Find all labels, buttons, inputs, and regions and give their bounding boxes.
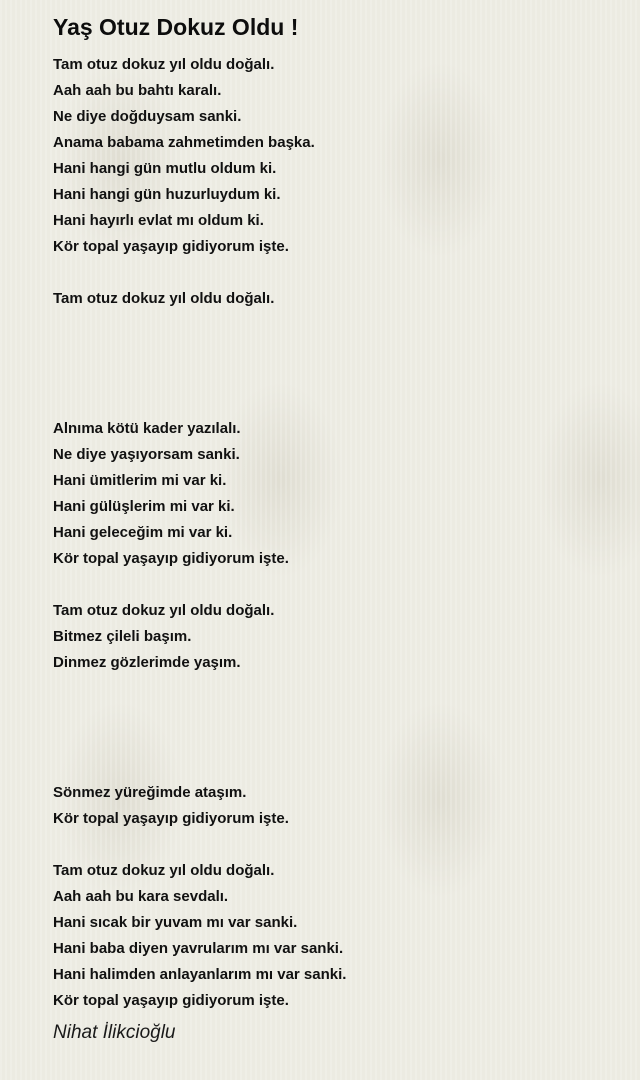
poem-line: Hani gülüşlerim mi var ki. bbox=[53, 498, 235, 515]
poem-line: Tam otuz dokuz yıl oldu doğalı. bbox=[53, 290, 275, 307]
poem-line: Tam otuz dokuz yıl oldu doğalı. bbox=[53, 602, 275, 619]
poem-line: Aah aah bu kara sevdalı. bbox=[53, 888, 229, 905]
poem-line: Tam otuz dokuz yıl oldu doğalı. bbox=[53, 56, 275, 73]
poem-line: Sönmez yüreğimde ataşım. bbox=[53, 784, 247, 801]
poem-blank-line bbox=[53, 832, 613, 858]
poem-blank-line bbox=[53, 754, 613, 780]
poem-line: Aah aah bu bahtı karalı. bbox=[53, 82, 222, 99]
poem-line: Bitmez çileli başım. bbox=[53, 628, 192, 645]
poem-line: Hani hangi gün mutlu oldum ki. bbox=[53, 160, 277, 177]
poem-blank-line bbox=[53, 572, 613, 598]
poem-line: Tam otuz dokuz yıl oldu doğalı. bbox=[53, 862, 275, 879]
poem-line: Hani ümitlerim mi var ki. bbox=[53, 472, 227, 489]
poem-line: Kör topal yaşayıp gidiyorum işte. bbox=[53, 992, 289, 1009]
poem-line: Kör topal yaşayıp gidiyorum işte. bbox=[53, 550, 289, 567]
poem-title: Yaş Otuz Dokuz Oldu ! bbox=[53, 14, 299, 40]
poem-line: Hani halimden anlayanlarım mı var sanki. bbox=[53, 966, 347, 983]
poem-line: Hani hayırlı evlat mı oldum ki. bbox=[53, 212, 264, 229]
poem-line: Hani baba diyen yavrularım mı var sanki. bbox=[53, 940, 344, 957]
poem-line: Hani sıcak bir yuvam mı var sanki. bbox=[53, 914, 298, 931]
poem-line: Hani geleceğim mi var ki. bbox=[53, 524, 233, 541]
poem-blank-line bbox=[53, 702, 613, 728]
poem-line: Kör topal yaşayıp gidiyorum işte. bbox=[53, 238, 289, 255]
poem-blank-line bbox=[53, 390, 613, 416]
poem-line: Hani hangi gün huzurluydum ki. bbox=[53, 186, 281, 203]
poem-line: Dinmez gözlerimde yaşım. bbox=[53, 654, 241, 671]
poem-author[interactable]: Nihat İlikcioğlu bbox=[53, 1022, 176, 1043]
poem-blank-line bbox=[53, 260, 613, 286]
poem-blank-line bbox=[53, 364, 613, 390]
poem-line: Anama babama zahmetimden başka. bbox=[53, 134, 315, 151]
poem-blank-line bbox=[53, 728, 613, 754]
poem-line: Ne diye doğduysam sanki. bbox=[53, 108, 242, 125]
poem-body bbox=[53, 52, 613, 1014]
poem-line: Alnıma kötü kader yazılalı. bbox=[53, 420, 241, 437]
poem-line: Ne diye yaşıyorsam sanki. bbox=[53, 446, 240, 463]
poem-page bbox=[53, 12, 613, 1046]
poem-line: Kör topal yaşayıp gidiyorum işte. bbox=[53, 810, 289, 827]
poem-blank-line bbox=[53, 312, 613, 338]
poem-blank-line bbox=[53, 338, 613, 364]
poem-blank-line bbox=[53, 676, 613, 702]
